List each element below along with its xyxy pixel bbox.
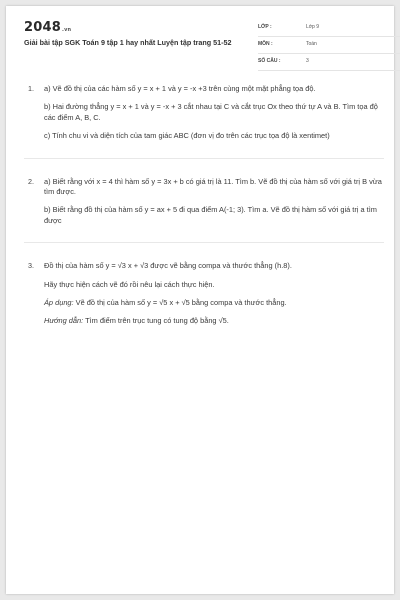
logo-main-text: 2048 xyxy=(24,20,61,35)
meta-label-count: SỐ CÂU : xyxy=(258,58,281,64)
question-2b: b) Biết rằng đồ thị của hàm số y = ax + 5 đi qua điểm A(-1; 3). Tìm a. Vẽ đồ thị hàm số với giá trị a tìm được xyxy=(44,205,377,225)
question-1b: b) Hai đường thẳng y = x + 1 và y = -x + 3 cắt nhau tại C và cắt trục Ox theo thứ tự A và B. Tìm tọa độ các điểm A, B, C. xyxy=(44,102,378,122)
question-3-apply xyxy=(44,298,384,308)
question-3-guide xyxy=(44,316,384,326)
question-1c: c) Tính chu vi và diện tích của tam giác ABC (đơn vị đo trên các trục tọa độ là xentimet) xyxy=(44,131,330,141)
question-1 xyxy=(24,84,384,142)
meta-value-class: Lớp 9 xyxy=(306,24,320,30)
document-title: Giải bài tập SGK Toán 9 tập 1 hay nhất Luyện tập trang 51-52 xyxy=(24,38,232,47)
guide-label: Hướng dẫn: xyxy=(44,316,84,326)
divider xyxy=(24,158,384,159)
document-header xyxy=(24,20,384,66)
question-1a: a) Vẽ đồ thị của các hàm số y = x + 1 và y = -x +3 trên cùng một mặt phẳng tọa độ. xyxy=(44,84,316,93)
question-3-statement: Đồ thị của hàm số y = √3 x + √3 được vẽ bằng compa và thước thẳng (h.8). xyxy=(44,261,292,271)
meta-value-subject: Toán xyxy=(306,41,317,47)
divider xyxy=(24,242,384,243)
logo-sub-text: .vn xyxy=(61,27,72,33)
question-3-task: Hãy thực hiện cách vẽ đó rồi nêu lại cách thực hiện. xyxy=(44,279,215,289)
meta-row-subject xyxy=(258,39,400,54)
meta-label-subject: MÔN : xyxy=(258,41,273,47)
meta-row-class xyxy=(258,22,400,37)
question-number: 1. xyxy=(28,84,34,93)
questions-list xyxy=(24,84,384,343)
question-number: 3. xyxy=(28,261,34,271)
meta-table xyxy=(258,22,400,73)
meta-label-class: LỚP : xyxy=(258,24,272,30)
site-logo[interactable] xyxy=(24,20,71,35)
question-3 xyxy=(24,261,384,327)
apply-text: Vẽ đồ thị của hàm số y = √5 x + √5 bằng compa và thước thẳng. xyxy=(73,298,287,308)
meta-value-count: 3 xyxy=(306,58,309,64)
meta-row-count xyxy=(258,56,400,71)
guide-text: Tìm điểm trên trục tung có tung độ bằng √5. xyxy=(83,316,229,326)
question-2a: a) Biết rằng với x = 4 thì hàm số y = 3x + b có giá trị là 11. Tìm b. Vẽ đồ thị của hàm số với giá trị B vừa tìm được. xyxy=(44,176,382,197)
question-2 xyxy=(24,177,384,227)
document-page xyxy=(6,6,394,594)
question-number: 2. xyxy=(28,176,34,186)
apply-label: Áp dụng: xyxy=(44,298,74,308)
